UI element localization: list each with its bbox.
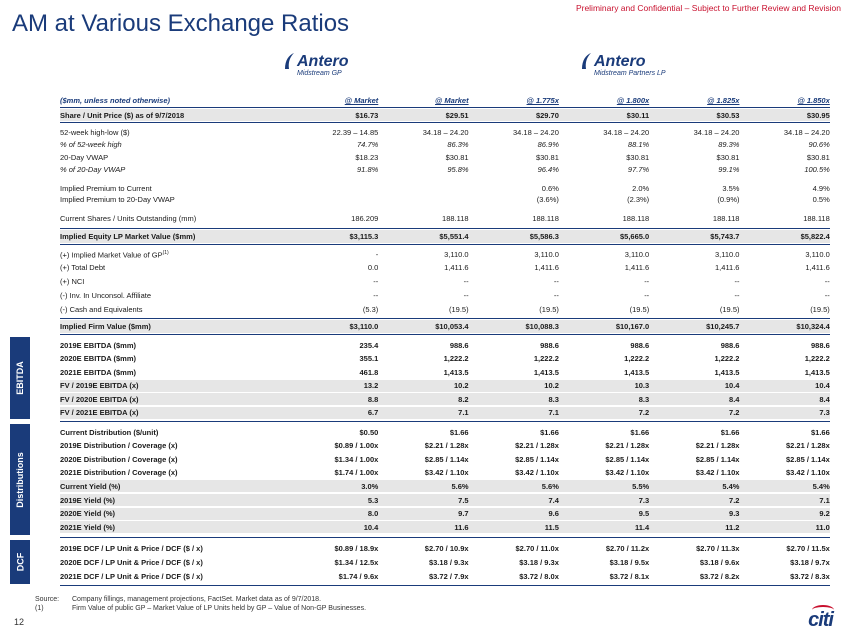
cell: $3.42 / 1.10x <box>424 468 469 478</box>
cell: 11.0 <box>815 522 830 532</box>
cell: 0.0 <box>367 263 379 272</box>
cell: $29.51 <box>445 110 469 120</box>
cell: 1,411.6 <box>805 263 830 272</box>
cell: $30.81 <box>806 153 830 162</box>
cell: $2.70 / 11.3x <box>696 543 740 553</box>
cell: $3.42 / 1.10x <box>785 468 830 478</box>
cell: $2.85 / 1.14x <box>785 454 830 464</box>
page-number: 12 <box>14 617 25 627</box>
cell: $18.23 <box>355 153 379 162</box>
cell: $29.70 <box>535 110 559 120</box>
confidential-notice: Preliminary and Confidential – Subject to Further Review and Revision <box>575 3 841 13</box>
cell: 188.118 <box>532 214 559 223</box>
cell: 11.5 <box>544 522 559 532</box>
row-label: ($mm, unless noted otherwise) <box>60 96 171 105</box>
footnote-1: (1) Firm Value of public GP – Market Value of LP Units held by GP – Value of Non-GP Businesses. <box>35 605 367 612</box>
cell: 1,222.2 <box>714 354 740 363</box>
cell: 235.4 <box>359 340 379 350</box>
row-label: FV / 2019E EBITDA (x) <box>60 381 139 390</box>
divider <box>60 228 830 229</box>
cell: @ Market <box>344 96 379 105</box>
cell: 5.5% <box>632 481 650 491</box>
row-label: 2020E EBITDA ($mm) <box>60 354 136 363</box>
cell: 5.4% <box>812 481 830 491</box>
table-row <box>60 164 830 175</box>
cell: 91.8% <box>357 165 379 174</box>
cell: 7.4 <box>548 495 559 505</box>
cell: $5,551.4 <box>439 232 469 241</box>
cell: -- <box>734 291 740 300</box>
cell: $10,245.7 <box>706 322 740 331</box>
cell: 1,413.5 <box>533 367 559 377</box>
cell: 97.7% <box>627 165 650 174</box>
cell: 1,411.6 <box>624 263 650 272</box>
cell: $3,115.3 <box>349 232 379 241</box>
cell: $1.74 / 9.6x <box>338 571 379 581</box>
table-row <box>60 139 830 150</box>
cell: 9.2 <box>819 509 830 519</box>
cell: 34.18 – 24.20 <box>513 128 559 137</box>
cell: 3.0% <box>361 481 379 491</box>
cell: 0.5% <box>812 195 830 204</box>
table-row <box>60 521 830 533</box>
cell: $30.81 <box>445 153 469 162</box>
distributions-section-tab: Distributions <box>10 424 30 535</box>
cell: 10.2 <box>544 381 559 390</box>
cell: $2.21 / 1.28x <box>605 441 650 451</box>
divider <box>60 244 830 245</box>
cell: 22.39 – 14.85 <box>332 128 379 137</box>
source-footnote: Source: Company fillings, management projections, FactSet. Market data as of 9/7/2018. <box>35 596 322 603</box>
cell: 3,110.0 <box>624 250 650 259</box>
cell: 95.8% <box>447 165 469 174</box>
cell: $3.72 / 7.9x <box>428 571 469 581</box>
cell: 86.9% <box>537 140 559 149</box>
row-label: FV / 2021E EBITDA (x) <box>60 408 139 417</box>
cell: 34.18 – 24.20 <box>783 128 830 137</box>
row-label: % of 20-Day VWAP <box>60 165 126 174</box>
row-label: (+) Implied Market Value of GP$^{(1)}$ <box>60 249 169 260</box>
table-row <box>60 393 830 405</box>
cell: $3.42 / 1.10x <box>695 468 740 478</box>
table-row <box>60 426 830 438</box>
cell: $3.18 / 9.6x <box>699 557 740 567</box>
cell: 988.6 <box>720 340 740 350</box>
row-label: 2020E Yield (%) <box>60 509 116 519</box>
cell: 8.2 <box>458 394 469 404</box>
divider <box>60 122 830 123</box>
cell: 9.7 <box>458 509 469 519</box>
logo-subtitle: Midstream Partners LP <box>594 70 666 77</box>
cell: (19.5) <box>719 305 740 314</box>
table-row <box>60 213 830 224</box>
row-label: Implied Firm Value ($mm) <box>60 322 151 331</box>
table-row <box>60 262 830 273</box>
cell: 7.5 <box>458 495 469 505</box>
cell: 1,411.6 <box>715 263 740 272</box>
cell: 10.4 <box>363 522 379 532</box>
cell: $3.18 / 9.3x <box>519 557 559 567</box>
cell: 99.1% <box>718 165 740 174</box>
cell: (19.5) <box>449 305 469 314</box>
cell: 1,411.6 <box>444 263 469 272</box>
table-row <box>60 556 830 568</box>
cell: 988.6 <box>449 340 469 350</box>
table-row <box>60 366 830 378</box>
cell: 461.8 <box>359 367 379 377</box>
cell: -- <box>463 291 469 300</box>
cell: -- <box>373 291 379 300</box>
cell: 34.18 – 24.20 <box>693 128 740 137</box>
row-label: (-) Cash and Equivalents <box>60 305 143 314</box>
cell: 1,222.2 <box>443 354 469 363</box>
table-row <box>60 127 830 138</box>
cell: 1,413.5 <box>714 367 740 377</box>
cell: 988.6 <box>540 340 559 350</box>
cell: 10.3 <box>634 381 650 390</box>
cell: 0.6% <box>541 184 559 193</box>
cell: 188.118 <box>622 214 650 223</box>
table-row <box>60 508 830 520</box>
cell: @ 1.775x <box>526 96 559 105</box>
cell: 7.1 <box>819 495 830 505</box>
cell: 8.8 <box>367 394 379 404</box>
table-row <box>60 230 830 243</box>
cell: $3.72 / 8.3x <box>790 571 830 581</box>
cell: 9.3 <box>729 509 740 519</box>
table-row <box>60 480 830 492</box>
cell: $2.70 / 11.2x <box>605 543 650 553</box>
cell: 34.18 – 24.20 <box>603 128 650 137</box>
cell: $3.18 / 9.5x <box>609 557 650 567</box>
cell: 7.2 <box>729 495 740 505</box>
cell: $2.85 / 1.14x <box>695 454 740 464</box>
cell: 7.1 <box>548 408 559 417</box>
table-row <box>60 407 830 419</box>
cell: $2.21 / 1.28x <box>695 441 740 451</box>
cell: -- <box>644 291 650 300</box>
row-label: 2021E Yield (%) <box>60 522 116 532</box>
cell: 188.118 <box>442 214 469 223</box>
table-row <box>60 353 830 365</box>
cell: $2.21 / 1.28x <box>785 441 830 451</box>
cell: 10.4 <box>724 381 740 390</box>
cell: 88.1% <box>627 140 650 149</box>
cell: 3,110.0 <box>444 250 469 259</box>
citi-logo: citi <box>808 609 833 632</box>
row-label: 2020E DCF / LP Unit & Price / DCF ($ / x) <box>60 557 203 567</box>
cell: 11.2 <box>725 522 740 532</box>
cell: $1.66 <box>449 427 469 437</box>
column-header-row <box>60 95 830 106</box>
cell: 96.4% <box>537 165 559 174</box>
cell: $3.72 / 8.2x <box>699 571 740 581</box>
table-row <box>60 109 830 121</box>
cell: 5.4% <box>722 481 740 491</box>
cell: 13.2 <box>363 381 379 390</box>
cell: 1,413.5 <box>624 367 650 377</box>
cell: $10,053.4 <box>435 322 469 331</box>
cell: 10.2 <box>453 381 469 390</box>
cell: $2.21 / 1.28x <box>515 441 559 451</box>
table-row <box>60 339 830 351</box>
cell: $5,665.0 <box>619 232 650 241</box>
cell: $1.66 <box>811 427 830 437</box>
cell: $0.50 <box>359 427 379 437</box>
cell: 3,110.0 <box>805 250 830 259</box>
cell: $3.42 / 1.10x <box>605 468 650 478</box>
row-label: 52-week high-low ($) <box>60 128 130 137</box>
cell: @ Market <box>435 96 469 105</box>
row-label: % of 52-week high <box>60 140 122 149</box>
cell: $0.89 / 18.9x <box>334 543 379 553</box>
cell: $1.66 <box>540 427 559 437</box>
cell: 988.6 <box>630 340 650 350</box>
row-label: Share / Unit Price ($) as of 9/7/2018 <box>60 110 185 120</box>
cell: 7.3 <box>819 408 830 417</box>
table-row <box>60 380 830 392</box>
cell: $2.85 / 1.14x <box>515 454 559 464</box>
antero-midstream-partners-logo <box>580 52 666 77</box>
row-label: Current Shares / Units Outstanding (mm) <box>60 214 197 223</box>
row-label: 2019E Distribution / Coverage (x) <box>60 441 178 451</box>
cell: $5,822.4 <box>800 232 830 241</box>
cell: $1.66 <box>720 427 740 437</box>
cell: 100.5% <box>804 165 830 174</box>
cell: @ 1.850x <box>797 96 830 105</box>
logo-wordmark: Antero <box>594 53 646 70</box>
cell: -- <box>553 291 559 300</box>
cell: 11.6 <box>454 522 469 532</box>
cell: $3.18 / 9.3x <box>428 557 469 567</box>
logo-subtitle: Midstream GP <box>297 70 342 77</box>
cell: 1,411.6 <box>534 263 559 272</box>
row-label: (+) NCI <box>60 277 85 286</box>
cell: $30.81 <box>716 153 740 162</box>
cell: 90.6% <box>808 140 830 149</box>
cell: 5.3 <box>367 495 379 505</box>
cell: $2.70 / 11.5x <box>786 543 830 553</box>
cell: -- <box>463 277 469 286</box>
row-label: FV / 2020E EBITDA (x) <box>60 394 139 404</box>
cell: (19.5) <box>629 305 650 314</box>
cell: @ 1.800x <box>616 96 650 105</box>
cell: 4.9% <box>812 184 830 193</box>
cell: 188.118 <box>712 214 740 223</box>
row-label: Current Distribution ($/unit) <box>60 427 159 437</box>
table-row <box>60 440 830 452</box>
divider <box>60 318 830 319</box>
cell: 355.1 <box>359 354 379 363</box>
cell: 2.0% <box>632 184 650 193</box>
row-label: Current Yield (%) <box>60 481 121 491</box>
cell: 9.5 <box>638 509 650 519</box>
cell: (19.5) <box>810 305 830 314</box>
cell: 8.3 <box>638 394 650 404</box>
cell: 186.209 <box>351 214 379 223</box>
cell: 7.3 <box>638 495 650 505</box>
cell: 1,413.5 <box>804 367 830 377</box>
cell: $1.74 / 1.00x <box>334 468 379 478</box>
cell: 3.5% <box>722 184 740 193</box>
cell: $30.53 <box>716 110 740 120</box>
cell: $1.34 / 1.00x <box>334 454 379 464</box>
table-row <box>60 194 830 205</box>
cell: 11.4 <box>635 522 650 532</box>
cell: (5.3) <box>362 305 379 314</box>
cell: $16.73 <box>355 110 379 120</box>
row-label: 2019E Yield (%) <box>60 495 116 505</box>
cell: -- <box>553 277 559 286</box>
cell: -- <box>644 277 650 286</box>
cell: 7.2 <box>638 408 650 417</box>
divider <box>60 421 830 422</box>
table-row <box>60 453 830 465</box>
cell: 7.2 <box>729 408 740 417</box>
row-label: Implied Premium to Current <box>60 184 152 193</box>
cell: 74.7% <box>357 140 379 149</box>
table-row <box>60 304 830 315</box>
cell: -- <box>824 277 830 286</box>
cell: $5,743.7 <box>710 232 740 241</box>
ebitda-section-tab: EBITDA <box>10 337 30 419</box>
row-label: 2021E DCF / LP Unit & Price / DCF ($ / x) <box>60 571 203 581</box>
row-label: 2019E DCF / LP Unit & Price / DCF ($ / x) <box>60 543 203 553</box>
cell: 3,110.0 <box>715 250 740 259</box>
table-row <box>60 467 830 479</box>
row-label: 2021E EBITDA ($mm) <box>60 367 136 377</box>
table-row <box>60 276 830 287</box>
divider <box>60 334 830 335</box>
cell: $3.72 / 8.1x <box>609 571 650 581</box>
cell: -- <box>373 277 379 286</box>
cell: 8.4 <box>819 394 830 404</box>
cell: 988.6 <box>811 340 830 350</box>
cell: 1,222.2 <box>804 354 830 363</box>
cell: $2.85 / 1.14x <box>424 454 469 464</box>
cell: $2.70 / 10.9x <box>424 543 469 553</box>
cell: $0.89 / 1.00x <box>334 441 379 451</box>
cell: 8.4 <box>729 394 740 404</box>
cell: 89.3% <box>718 140 740 149</box>
cell: $2.85 / 1.14x <box>605 454 650 464</box>
table-row <box>60 320 830 333</box>
cell: $30.81 <box>535 153 559 162</box>
divider <box>60 585 830 586</box>
cell: $2.70 / 11.0x <box>515 543 559 553</box>
cell: 5.6% <box>541 481 559 491</box>
cell: $30.95 <box>806 110 830 120</box>
cell: - <box>375 250 379 259</box>
page-title: AM at Various Exchange Ratios <box>12 10 350 37</box>
row-label: 2021E Distribution / Coverage (x) <box>60 468 178 478</box>
cell: 34.18 – 24.20 <box>422 128 469 137</box>
cell: $2.21 / 1.28x <box>424 441 469 451</box>
cell: $3.42 / 1.10x <box>515 468 559 478</box>
cell: $3,110.0 <box>349 322 379 331</box>
antero-swirl-icon <box>580 52 592 70</box>
cell: $10,324.4 <box>796 322 830 331</box>
antero-swirl-icon <box>283 52 295 70</box>
cell: 9.6 <box>548 509 559 519</box>
cell: 8.0 <box>367 509 379 519</box>
cell: (0.9%) <box>717 195 740 204</box>
cell: 10.4 <box>815 381 830 390</box>
cell: $30.81 <box>626 153 650 162</box>
row-label: Implied Premium to 20-Day VWAP <box>60 195 175 204</box>
logo-wordmark: Antero <box>297 53 349 70</box>
cell: $3.18 / 9.7x <box>790 557 830 567</box>
cell: -- <box>824 291 830 300</box>
dcf-section-tab: DCF <box>10 540 30 584</box>
cell: $30.11 <box>626 110 650 120</box>
row-label: Implied Equity LP Market Value ($mm) <box>60 232 196 241</box>
cell: 188.118 <box>803 214 830 223</box>
cell: 1,222.2 <box>624 354 650 363</box>
divider <box>60 107 830 108</box>
cell: 3,110.0 <box>534 250 559 259</box>
cell: (3.6%) <box>536 195 559 204</box>
row-label: (-) Inv. In Unconsol. Affiliate <box>60 291 152 300</box>
table-row <box>60 542 830 554</box>
table-row <box>60 183 830 194</box>
cell: 1,222.2 <box>533 354 559 363</box>
cell: $1.66 <box>630 427 650 437</box>
cell: $10,167.0 <box>615 322 650 331</box>
cell: $5,586.3 <box>529 232 559 241</box>
row-label: (+) Total Debt <box>60 263 106 272</box>
cell: (19.5) <box>539 305 559 314</box>
antero-midstream-gp-logo <box>283 52 349 77</box>
cell: 8.3 <box>548 394 559 404</box>
row-label: 2020E Distribution / Coverage (x) <box>60 454 178 464</box>
table-row <box>60 570 830 582</box>
cell: 86.3% <box>447 140 469 149</box>
table-row <box>60 249 830 260</box>
table-row <box>60 152 830 163</box>
divider <box>60 537 830 538</box>
cell: 6.7 <box>367 408 379 417</box>
table-row <box>60 290 830 301</box>
cell: 1,413.5 <box>443 367 469 377</box>
table-row <box>60 494 830 506</box>
cell: (2.3%) <box>627 195 650 204</box>
cell: $3.72 / 8.0x <box>519 571 559 581</box>
row-label: 2019E EBITDA ($mm) <box>60 340 136 350</box>
cell: $1.34 / 12.5x <box>334 557 379 567</box>
cell: -- <box>734 277 740 286</box>
cell: 5.6% <box>451 481 469 491</box>
cell: 7.1 <box>458 408 469 417</box>
row-label: 20-Day VWAP <box>60 153 109 162</box>
cell: $10,088.3 <box>525 322 559 331</box>
cell: @ 1.825x <box>707 96 740 105</box>
